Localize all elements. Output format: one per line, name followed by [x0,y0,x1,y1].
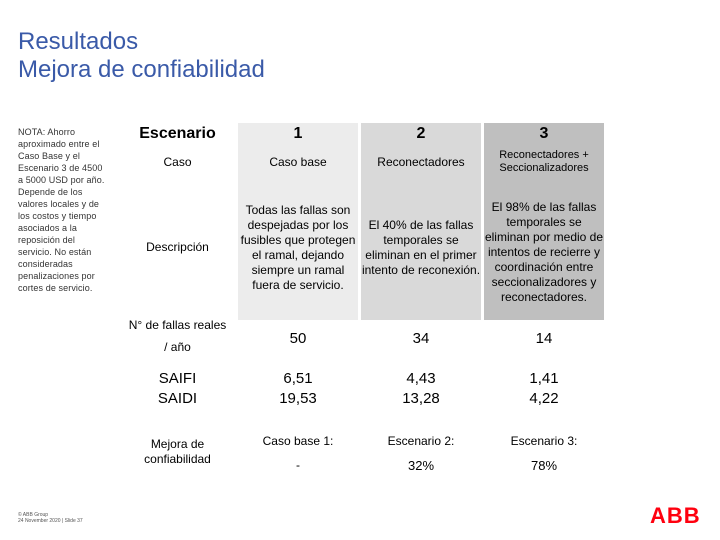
saifi-3: 1,41 [529,370,559,387]
slide-title [18,28,265,84]
saifi-saidi-3 [484,368,604,410]
descripcion-2-line: temporales se [383,232,459,247]
descripcion-1-line: el ramal, dejando [251,247,345,262]
footer [18,512,83,524]
descripcion-3-line: intentos de recierre y [487,245,601,259]
descripcion-1-line: despejadas por los [247,217,349,232]
descripcion-2 [361,190,481,305]
caso-3 [484,148,604,176]
descripcion-1-line: Todas las fallas son [245,202,351,217]
mejora-value-3: 78% [530,457,558,473]
row-label-fallas-line-2: / año [164,340,191,354]
title-line-1: Resultados [18,28,139,55]
saidi-2: 13,28 [402,390,440,407]
descripcion-3 [484,190,604,315]
fallas-3: 14 [535,329,553,347]
row-label-mejora-line-2: confiabilidad [144,452,211,466]
caso-1: Caso base [269,155,327,169]
descripcion-1-line: siempre un ramal [251,262,345,277]
mejora-label-3: Escenario 3: [510,434,578,448]
mejora-label-1: Caso base 1: [262,434,334,448]
saidi-3: 4,22 [529,390,559,407]
row-label-saifi: SAIFI [158,370,197,387]
caso-3-line-1: Reconectadores + [499,149,589,161]
saifi-1: 6,51 [283,370,313,387]
footer-date-slide: 24 November 2020 | Slide 37 [18,518,83,524]
row-label-mejora [120,432,235,472]
note-text: NOTA: Ahorro aproximado entre el Caso Base y el Escenario 3 de 4500 a 5000 USD por año. Depende de los valores locales y de los costos y tiempo asociados a la reposición del servicio. No están consideradas penalizaciones por cortes de servicio. [18,127,105,293]
descripcion-3-line: El 98% de las fallas [491,200,597,214]
row-label-descripcion: Descripción [146,240,209,254]
saifi-2: 4,43 [406,370,436,387]
mejora-value-2: 32% [407,457,435,473]
descripcion-3-line: coordinación entre [494,260,594,274]
descripcion-1 [238,190,358,305]
descripcion-2-line: intento de reconexión. [361,262,481,277]
descripcion-2-line: eliminan en el primer [365,247,477,262]
fallas-1: 50 [289,329,307,347]
row-label-fallas-line-1: N° de fallas reales [128,318,227,332]
descripcion-3-line: eliminan por medio de [484,230,604,244]
footer-copyright: © ABB Group [18,512,49,518]
saifi-saidi-2 [361,368,481,410]
descripcion-1-line: fuera de servicio. [252,277,344,292]
title-line-2: Mejora de confiabilidad [18,56,265,83]
descripcion-3-line: seccionalizadores y [491,275,597,289]
row-label-mejora-line-1: Mejora de [150,437,205,451]
row-label-saifi-saidi [120,368,235,410]
escenario-1: 1 [293,125,303,142]
descripcion-3-line: reconectadores. [500,290,588,304]
mejora-value-1: - [296,458,300,472]
escenario-3: 3 [539,125,549,142]
row-label-escenario: Escenario [139,125,216,142]
descripcion-2-line: El 40% de las fallas [368,217,474,232]
row-label-fallas [120,314,235,358]
saifi-saidi-1 [238,368,358,410]
abb-logo: ABB [650,503,701,528]
row-label-caso: Caso [163,155,192,169]
escenario-2: 2 [416,125,426,142]
descripcion-1-line: fusibles que protegen [240,232,356,247]
saidi-1: 19,53 [279,390,317,407]
caso-3-line-2: Seccionalizadores [499,162,589,174]
row-label-saidi: SAIDI [157,390,198,407]
caso-2: Reconectadores [377,155,465,169]
mejora-label-2: Escenario 2: [387,434,455,448]
descripcion-3-line: temporales se [506,215,582,229]
fallas-2: 34 [412,329,430,347]
